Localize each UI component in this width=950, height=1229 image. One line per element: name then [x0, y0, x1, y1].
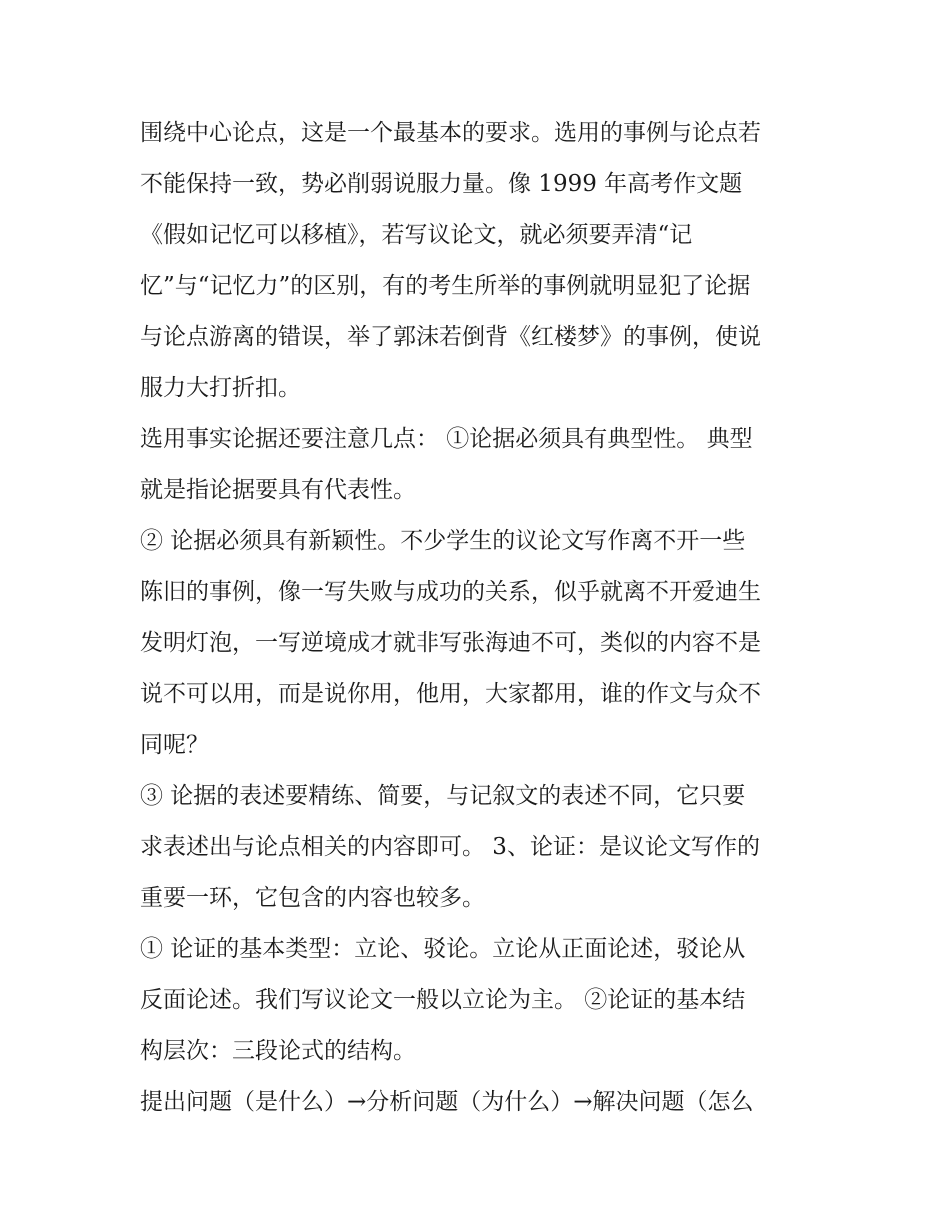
text-line: 反面论述。我们写议论文一般以立论为主。 ②论证的基本结: [140, 987, 746, 1013]
text-line: 重要一环，它包含的内容也较多。: [140, 885, 485, 911]
text-line: 服力大打折扣。: [140, 375, 301, 401]
text-line: 忆”与“记忆力”的区别，有的考生所举的事例就明显犯了论据: [140, 273, 751, 299]
text-line: 围绕中心论点，这是一个最基本的要求。选用的事例与论点若: [140, 120, 761, 146]
text-line: 就是指论据要具有代表性。: [140, 477, 416, 503]
text-line: ③ 论据的表述要精练、简要，与记叙文的表述不同，它只要: [140, 783, 746, 809]
text-line: 求表述出与论点相关的内容即可。 3、论证：是议论文写作的: [140, 834, 760, 860]
text-line: 选用事实论据还要注意几点： ①论据必须具有典型性。 典型: [140, 426, 753, 452]
text-line: ① 论证的基本类型：立论、驳论。立论从正面论述，驳论从: [140, 936, 746, 962]
text-line: 构层次：三段论式的结构。: [140, 1038, 416, 1064]
text-line: 与论点游离的错误，举了郭沫若倒背《红楼梦》的事例，使说: [140, 324, 761, 350]
text-line: ② 论据必须具有新颖性。不少学生的议论文写作离不开一些: [140, 528, 746, 554]
text-line: 提出问题（是什么）→分析问题（为什么）→解决问题（怎么: [140, 1089, 754, 1115]
body-text: [140, 108, 820, 1128]
text-line: 同呢？: [140, 732, 209, 758]
text-line: 说不可以用，而是说你用，他用，大家都用，谁的作文与众不: [140, 681, 761, 707]
text-line: 《假如记忆可以移植》，若写议论文，就必须要弄清“记: [140, 222, 693, 248]
text-line: 发明灯泡，一写逆境成才就非写张海迪不可，类似的内容不是: [140, 630, 761, 656]
text-line: 不能保持一致，势必削弱说服力量。像 1999 年高考作文题: [140, 171, 743, 197]
text-line: 陈旧的事例，像一写失败与成功的关系，似乎就离不开爱迪生: [140, 579, 761, 605]
